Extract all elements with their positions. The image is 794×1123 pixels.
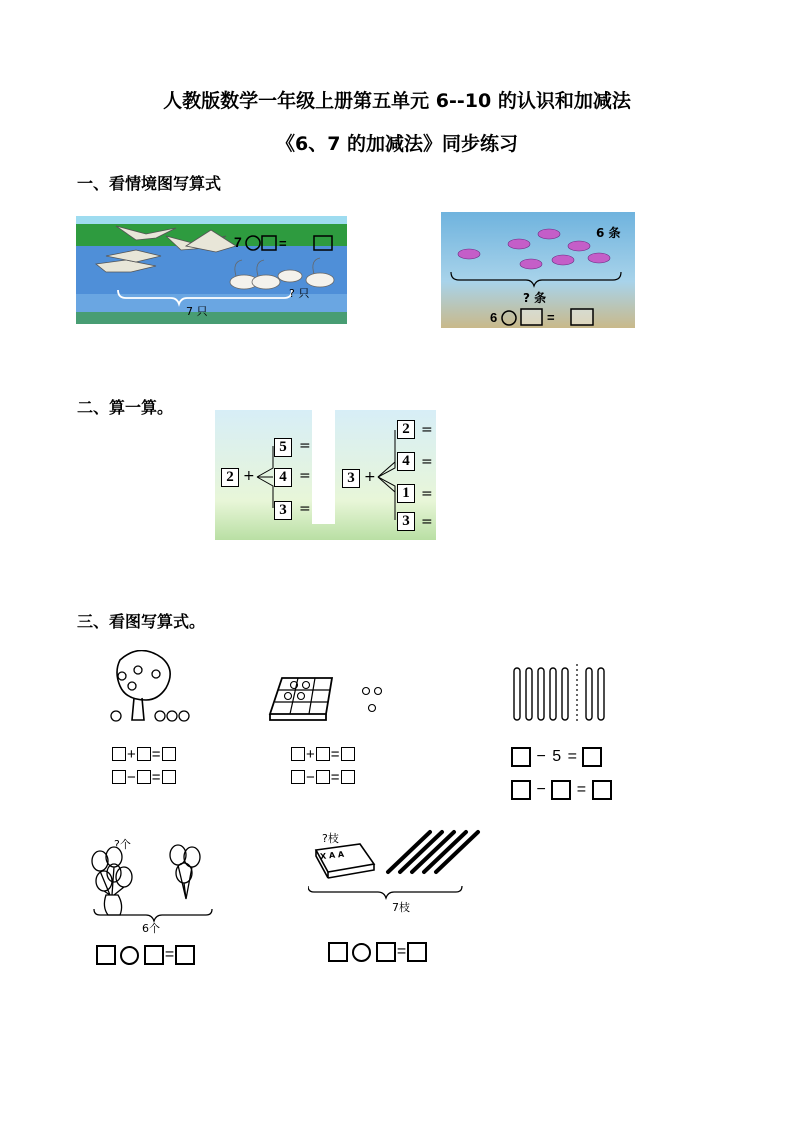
swan-scene-image	[76, 216, 347, 324]
calc-b-eq-4: =	[421, 514, 433, 530]
calc-a-eq-2: =	[299, 468, 311, 484]
swan-eq-start: 7	[234, 234, 242, 250]
swan-total: 7 只	[186, 305, 208, 318]
p1-eq-sub: − =	[112, 768, 176, 786]
p2-eq-add: + =	[291, 745, 355, 763]
calc-b-eq-2: =	[421, 454, 433, 470]
fish-top-label: 6 条	[596, 226, 621, 240]
calc-b-base: 3	[342, 469, 360, 488]
svg-text:=: =	[547, 310, 555, 325]
p1-eq-add: + =	[112, 745, 176, 763]
section2-heading: 二、算一算。	[77, 398, 174, 417]
calc-b-item-1: 2	[397, 420, 415, 439]
fish-eq-start: 6	[490, 310, 498, 325]
calc-a-eq-3: =	[299, 501, 311, 517]
pencil-box-label: X A A	[319, 849, 345, 862]
page-subtitle: 《6、7 的加减法》同步练习	[275, 133, 519, 155]
calc-b-eq-3: =	[421, 486, 433, 502]
calc-a-item-2: 4	[274, 468, 292, 487]
sticks-picture	[510, 664, 610, 724]
apple-tree-picture	[104, 650, 194, 726]
grid-box-picture	[268, 676, 392, 722]
calc-a-base: 2	[221, 468, 239, 487]
calc-b-item-2: 4	[397, 452, 415, 471]
p3-eq-1: − 5 =	[511, 747, 602, 767]
calc-b-item-4: 3	[397, 512, 415, 531]
p5-eq: =	[328, 942, 427, 962]
page-title: 人教版数学一年级上册第五单元 6--10 的认识和加减法	[163, 90, 631, 112]
calc-diagram	[215, 410, 436, 540]
calc-a-item-3: 3	[274, 501, 292, 520]
pencils-total: 7枝	[392, 901, 410, 914]
section1-heading: 一、看情境图写算式	[77, 174, 222, 193]
calc-a-eq-1: =	[299, 438, 311, 454]
calc-a-op: +	[243, 468, 255, 484]
p4-eq: =	[96, 945, 195, 965]
pencils-question: ?枝	[322, 832, 339, 845]
fish-scene-image	[441, 212, 635, 328]
calc-a-item-1: 5	[274, 438, 292, 457]
section3-heading: 三、看图写算式。	[77, 612, 206, 631]
p2-eq-sub: − =	[291, 768, 355, 786]
calc-b-eq-1: =	[421, 422, 433, 438]
balloons-picture	[88, 833, 216, 931]
balloons-question: ?个	[114, 838, 131, 851]
swan-question: ? 只	[289, 287, 310, 300]
svg-text:=: =	[279, 236, 287, 251]
calc-b-item-3: 1	[397, 484, 415, 503]
balloons-total: 6个	[142, 922, 160, 935]
fish-question: ? 条	[523, 291, 547, 305]
calc-b-op: +	[364, 469, 376, 485]
p3-eq-2: − =	[511, 780, 612, 800]
